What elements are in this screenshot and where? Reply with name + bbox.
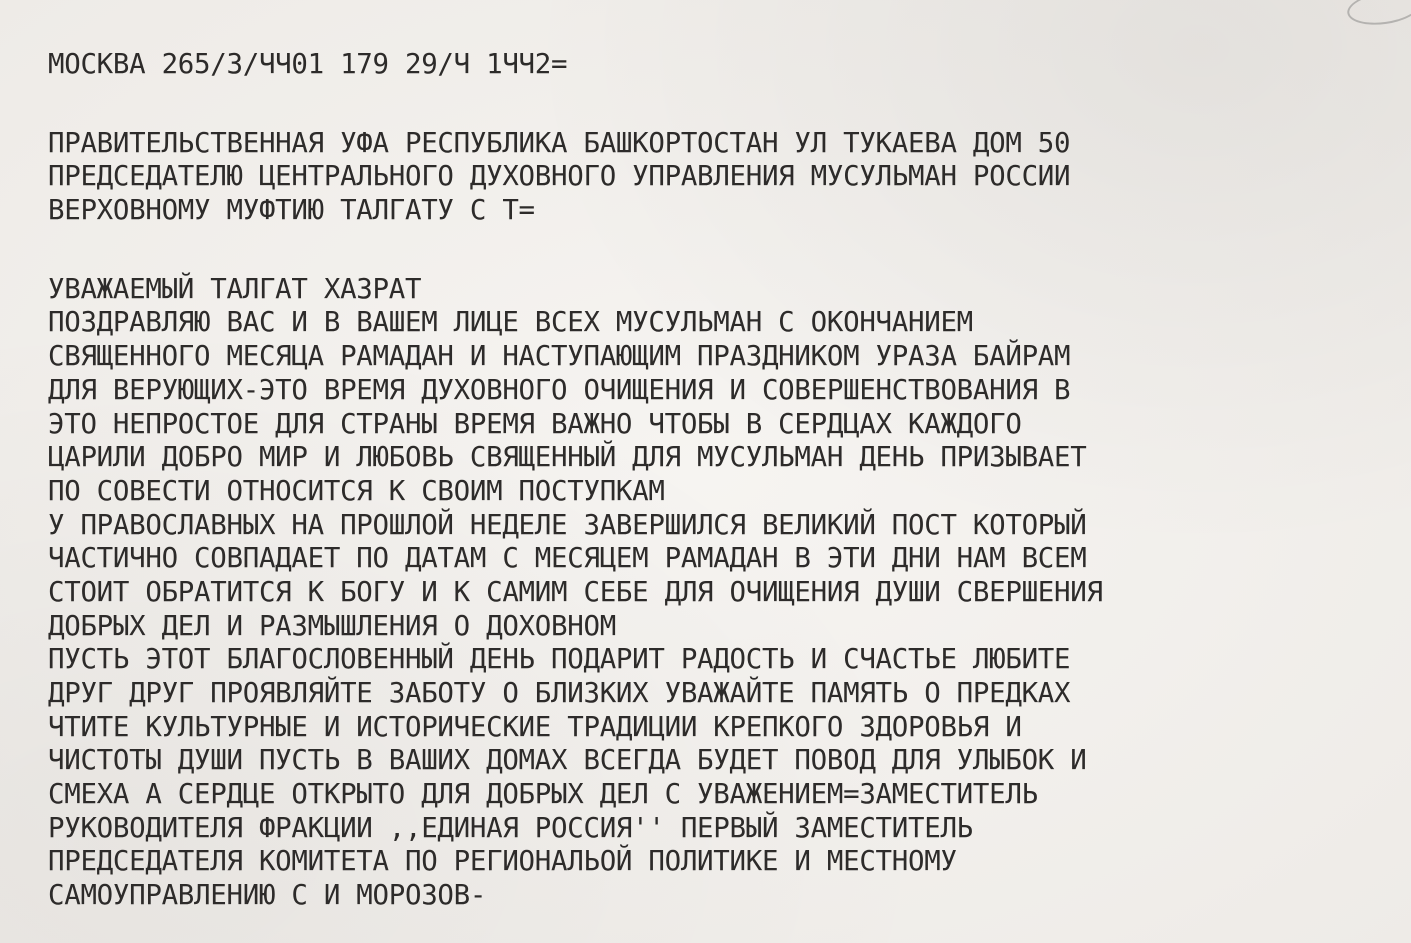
message-line: ЭТО НЕПРОСТОЕ ДЛЯ СТРАНЫ ВРЕМЯ ВАЖНО ЧТОБЫ В СЕРДЦАХ КАЖДОГО [48, 406, 1022, 440]
message-line: ЧАСТИЧНО СОВПАДАЕТ ПО ДАТАМ С МЕСЯЦЕМ РАМАДАН В ЭТИ ДНИ НАМ ВСЕМ [48, 541, 1087, 575]
signature-line: САМОУПРАВЛЕНИЮ С И МОРОЗОВ- [48, 878, 487, 912]
spacer [48, 227, 1103, 272]
signature-line: РУКОВОДИТЕЛЯ ФРАКЦИИ ,,ЕДИНАЯ РОССИЯ'' ПЕРВЫЙ ЗАМЕСТИТЕЛЬ [48, 810, 973, 844]
message-line: ПОЗДРАВЛЯЮ ВАС И В ВАШЕМ ЛИЦЕ ВСЕХ МУСУЛЬМАН С ОКОНЧАНИЕМ [48, 305, 973, 339]
message-line: СВЯЩЕННОГО МЕСЯЦА РАМАДАН И НАСТУПАЮЩИМ ПРАЗДНИКОМ УРАЗА БАЙРАМ [48, 339, 1071, 373]
message-line: ДОБРЫХ ДЕЛ И РАЗМЫШЛЕНИЯ О ДОХОВНОМ [48, 608, 616, 642]
message-line: У ПРАВОСЛАВНЫХ НА ПРОШЛОЙ НЕДЕЛЕ ЗАВЕРШИЛСЯ ВЕЛИКИЙ ПОСТ КОТОРЫЙ [48, 507, 1087, 541]
address-block [48, 126, 1103, 227]
address-line: ПРЕДСЕДАТЕЛЮ ЦЕНТРАЛЬНОГО ДУХОВНОГО УПРАВЛЕНИЯ МУСУЛЬМАН РОССИИ [48, 159, 1071, 193]
address-line: ПРАВИТЕЛЬСТВЕННАЯ УФА РЕСПУБЛИКА БАШКОРТОСТАН УЛ ТУКАЕВА ДОМ 50 [48, 125, 1071, 159]
message-line: ДРУГ ДРУГ ПРОЯВЛЯЙТЕ ЗАБОТУ О БЛИЗКИХ УВАЖАЙТЕ ПАМЯТЬ О ПРЕДКАХ [48, 676, 1071, 709]
message-line: ЧТИТЕ КУЛЬТУРНЫЕ И ИСТОРИЧЕСКИЕ ТРАДИЦИИ КРЕПКОГО ЗДОРОВЬЯ И [48, 709, 1022, 743]
message-line: СМЕХА А СЕРДЦЕ ОТКРЫТО ДЛЯ ДОБРЫХ ДЕЛ С УВАЖЕНИЕМ=ЗАМЕСТИТЕЛЬ [48, 777, 1038, 811]
telegram-text [48, 47, 1103, 912]
salutation: УВАЖАЕМЫЙ ТАЛГАТ ХАЗРАТ [48, 271, 422, 305]
message-line: ПО СОВЕСТИ ОТНОСИТСЯ К СВОИМ ПОСТУПКАМ [48, 473, 665, 507]
message-line: СТОИТ ОБРАТИТСЯ К БОГУ И К САМИМ СЕБЕ ДЛЯ ОЧИЩЕНИЯ ДУШИ СВЕРШЕНИЯ [48, 574, 1103, 608]
routing-line: МОСКВА 265/3/ЧЧ01 179 29/Ч 1ЧЧ2= [48, 47, 568, 80]
message-line: ЧИСТОТЫ ДУШИ ПУСТЬ В ВАШИХ ДОМАХ ВСЕГДА БУДЕТ ПОВОД ДЛЯ УЛЫБОК И [48, 743, 1087, 777]
message-line: ПУСТЬ ЭТОТ БЛАГОСЛОВЕННЫЙ ДЕНЬ ПОДАРИТ РАДОСТЬ И СЧАСТЬЕ ЛЮБИТЕ [48, 642, 1071, 676]
spacer [48, 81, 1103, 126]
message-line: ДЛЯ ВЕРУЮЩИХ-ЭТО ВРЕМЯ ДУХОВНОГО ОЧИЩЕНИЯ И СОВЕРШЕНСТВОВАНИЯ В [48, 372, 1071, 406]
signature-line: ПРЕДСЕДАТЕЛЯ КОМИТЕТА ПО РЕГИОНАЛЬОЙ ПОЛИТИКЕ И МЕСТНОМУ [48, 844, 957, 878]
corner-stamp-mark [1345, 0, 1411, 29]
message-body [48, 272, 1103, 912]
address-line: ВЕРХОВНОМУ МУФТИЮ ТАЛГАТУ С Т= [48, 193, 535, 227]
message-line: ЦАРИЛИ ДОБРО МИР И ЛЮБОВЬ СВЯЩЕННЫЙ ДЛЯ МУСУЛЬМАН ДЕНЬ ПРИЗЫВАЕТ [48, 440, 1087, 474]
